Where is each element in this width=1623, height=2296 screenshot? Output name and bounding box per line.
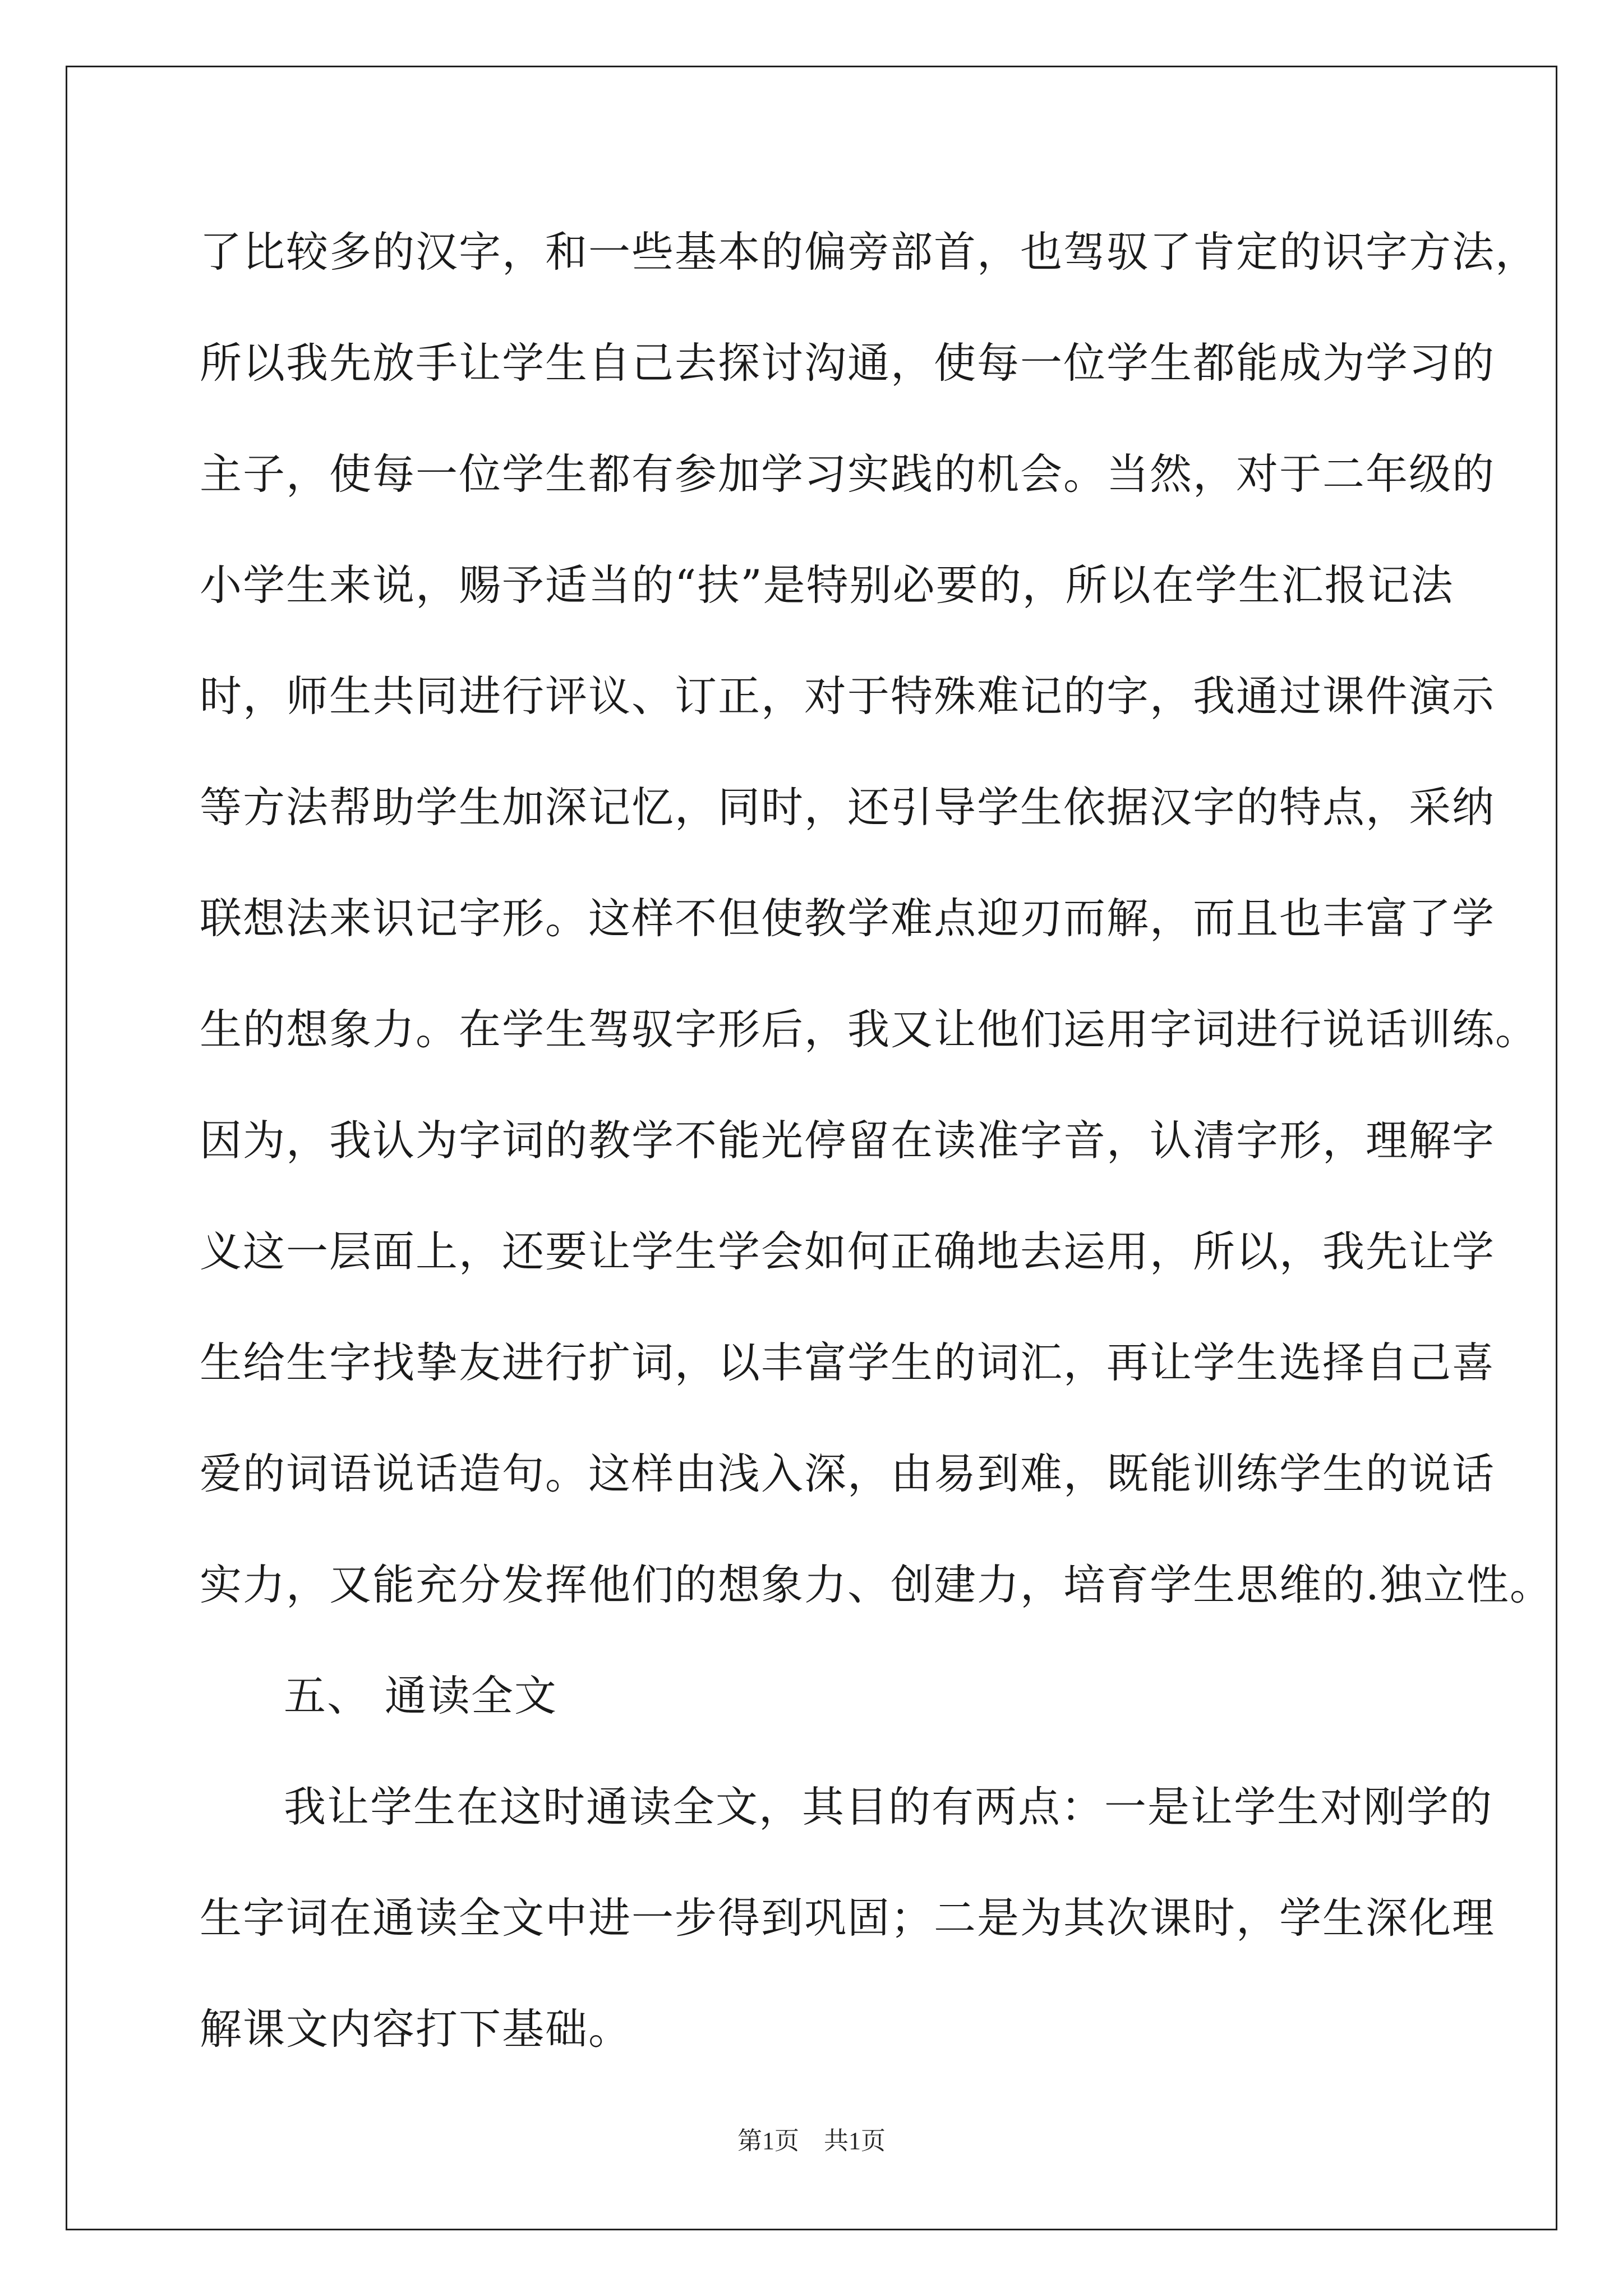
text-line: 爱的词语说话造句。这样由浅入深，由易到难，既能训练学生的说话 [200, 1449, 1496, 1498]
page-number-footer: 第1页 共1页 [737, 2127, 886, 2155]
section-heading: 五、 通读全文 [284, 1671, 557, 1720]
text-line: 主子，使每一位学生都有参加学习实践的机会。当然，对于二年级的 [200, 449, 1496, 499]
text-line: 联想法来识记字形。这样不但使教学难点迎刃而解，而且也丰富了学 [200, 894, 1496, 943]
document-body [200, 196, 1553, 2085]
text-line: 小学生来说，赐予适当的“扶”是特别必要的，所以在学生汇报记法 [200, 560, 1454, 610]
text-line: 因为，我认为字词的教学不能光停留在读准字音，认清字形，理解字 [200, 1116, 1496, 1165]
text-line: 解课文内容打下基础。 [200, 2004, 632, 2054]
text-line: 义这一层面上，还要让学生学会如何正确地去运用，所以，我先让学 [200, 1227, 1496, 1276]
text-line: 我让学生在这时通读全文，其目的有两点：一是让学生对刚学的 [284, 1782, 1493, 1832]
text-line: 实力，又能充分发挥他们的想象力、创建力，培育学生思维的.独立性。 [200, 1560, 1553, 1609]
text-line: 时，师生共同进行评议、订正，对于特殊难记的字，我通过课件演示 [200, 671, 1496, 721]
text-line: 了比较多的汉字，和一些基本的偏旁部首，也驾驭了肯定的识字方法， [200, 227, 1539, 277]
text-line: 等方法帮助学生加深记忆，同时，还引导学生依据汉字的特点，采纳 [200, 783, 1496, 832]
text-line: 生给生字找挚友进行扩词，以丰富学生的词汇，再让学生选择自己喜 [200, 1338, 1496, 1387]
text-line: 所以我先放手让学生自己去探讨沟通，使每一位学生都能成为学习的 [200, 338, 1496, 388]
text-line: 生的想象力。在学生驾驭字形后，我又让他们运用字词进行说话训练。 [200, 1005, 1539, 1054]
text-line: 生字词在通读全文中进一步得到巩固；二是为其次课时，学生深化理 [200, 1893, 1496, 1943]
